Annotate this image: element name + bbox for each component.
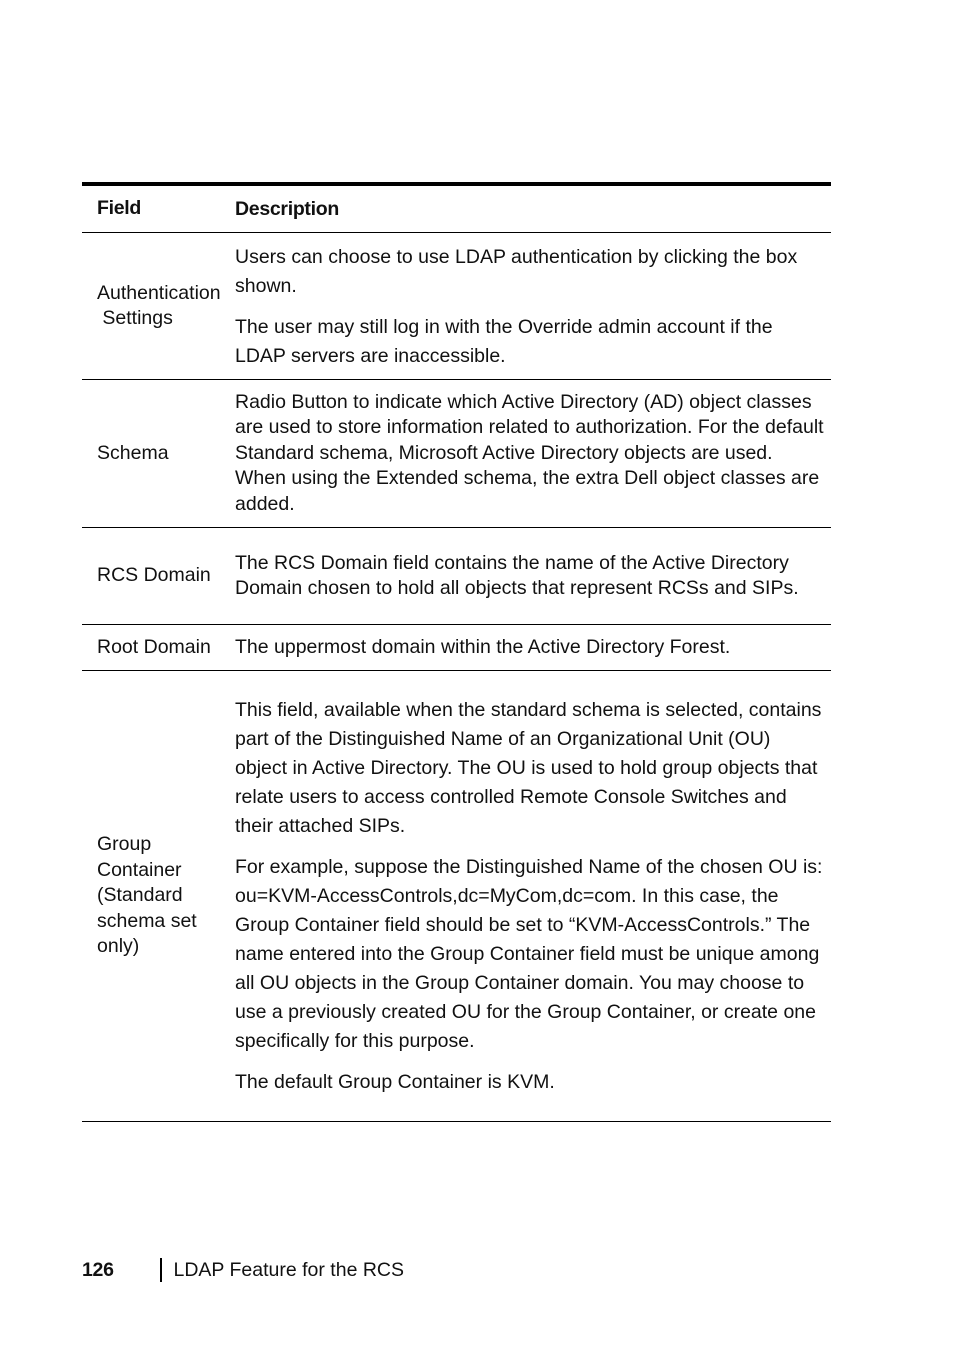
table-row-root-domain [82,625,831,671]
field-cell [82,635,235,661]
field-line: (Standard [97,884,183,907]
description-column-header: Description [235,197,339,220]
field-line: RCS Domain [97,564,211,587]
field-line: only) [97,935,140,958]
field-cell [82,281,235,332]
field-cell [82,832,235,960]
description-paragraph: This field, available when the standard schema is selected, contains part of the Distinguished Name of an Organizational Unit (OU) object in Active Directory. The OU is used to hold group objects that relate users to access controlled Remote Console Switches and their attached SIPs. [235,698,822,837]
description-cell [235,241,831,371]
description-cell [235,551,831,602]
table-row-rcs-domain [82,528,831,625]
field-line: Settings [97,307,173,329]
footer-divider [160,1258,162,1282]
table-row-authentication-settings [82,233,831,380]
table-header-row [82,186,831,233]
description-paragraph: Radio Button to indicate which Active Directory (AD) object classes are used to store information related to authorization. For the default Standard schema, Microsoft Active Directory objects are used. When using the Extended schema, the extra Dell object classes are added. [235,390,824,515]
page-number: 126 [82,1258,114,1281]
ldap-fields-table [82,182,831,1122]
field-line: Container [97,858,182,881]
section-title: LDAP Feature for the RCS [173,1258,404,1281]
field-column-header: Field [97,197,142,220]
description-cell [235,696,831,1097]
field-line: Schema [97,441,169,464]
table-row-group-container [82,671,831,1122]
page-footer [82,1256,404,1284]
field-line: schema set [97,909,197,932]
field-line: Root Domain [97,635,211,658]
table-row-schema [82,380,831,528]
description-paragraph: Users can choose to use LDAP authentication by clicking the box shown. [235,246,798,297]
description-cell [235,635,831,661]
description-cell [235,390,831,518]
description-paragraph: The default Group Container is KVM. [235,1070,555,1093]
description-paragraph: The uppermost domain within the Active Directory Forest. [235,635,731,658]
field-cell [82,441,235,467]
field-cell [82,563,235,589]
field-line: Group [97,833,152,856]
description-paragraph: The user may still log in with the Override admin account if the LDAP servers are inaccessible. [235,316,773,367]
description-paragraph: The RCS Domain field contains the name of the Active Directory Domain chosen to hold all objects that represent RCSs and SIPs. [235,551,799,599]
description-paragraph: For example, suppose the Distinguished Name of the chosen OU is: ou=KVM-AccessControls,dc=MyCom,dc=com. In this case, the Group Container field should be set to “KVM-AccessControls.” The name entered into the Group Container field must be unique among all OU objects in the Group Container domain. You may choose to use a previously created OU for the Group Container, or create one specifically for this purpose. [235,855,823,1052]
field-line: Authentication [97,281,221,304]
